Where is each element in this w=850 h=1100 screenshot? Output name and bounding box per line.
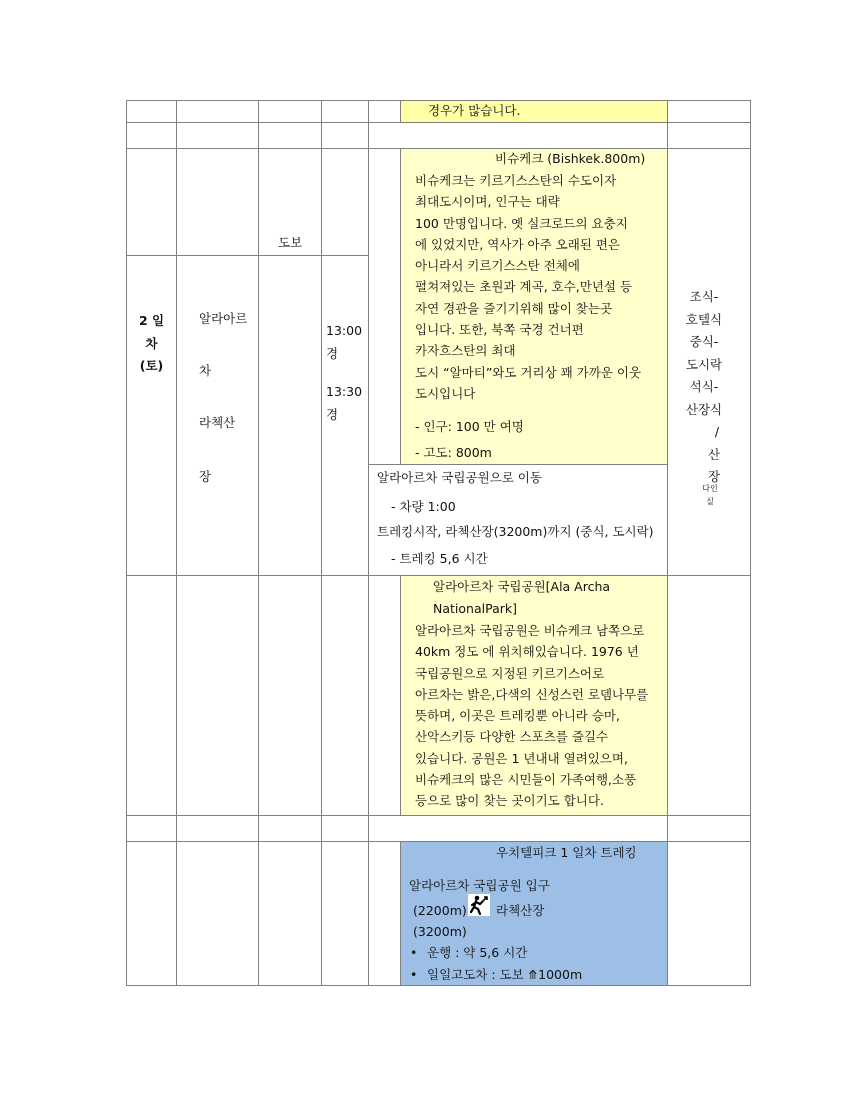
trek-start-alt: (2200m)	[413, 903, 467, 918]
notice-text: 경우가 많습니다.	[428, 103, 521, 118]
alaarcha-title-2: NationalPark]	[433, 601, 517, 616]
trek-start: 알라아르차 국립공원 입구	[409, 878, 550, 893]
meals-label: 조식- 호텔식 중식- 도시락 석식- 산장식 / 산 장	[685, 289, 723, 484]
alaarcha-title-1: 알라아르차 국립공원[Ala Archa	[433, 579, 611, 594]
bullet-icon: •	[410, 945, 418, 960]
alaarcha-description: 알라아르차 국립공원은 비슈케크 남쪽으로 40km 정도 에 위치해있습니다. 1976 년 국립공원으로 지정된 키르기스어로 아르차는 밝은,다색의 신성스런 로뎀나무를 뜻하며, 이곳은 트레킹뿐 아니라 승마, 산악스키등 다양한 스포츠를 즐길수 있습니다. 공원은 1 년내내 열려있으며, 비슈케크의 많은 시민들이 가족여행,소풍 등으로 많이 찾는 곳이기도 합니다.	[415, 623, 649, 809]
meals-note: 다인 실	[702, 484, 718, 506]
move-line-4: - 트레킹 5,6 시간	[391, 551, 488, 566]
day-label: 2 일 차 (토)	[138, 313, 165, 373]
hiker-icon	[468, 894, 490, 916]
trek-title: 우치텔피크 1 일차 트레킹	[496, 845, 637, 860]
bishkek-altitude: - 고도: 800m	[415, 445, 492, 460]
bishkek-description: 비슈케크는 키르기스스탄의 수도이자 최대도시이며, 인구는 대략 100 만명입니다. 옛 실크로드의 요충지 에 있었지만, 역사가 아주 오래된 편은 아니라서 키르기스스탄 전체에 펼쳐져있는 초원과 계곡, 호수,만년설 등 자연 경관을 즐기기위해 많이 찾는곳 입니다. 또한, 북쪽 국경 건너편 카자흐스탄의 최대 도시 “알마티”와도 거리상 꽤 가까운 이웃 도시입니다	[415, 173, 642, 401]
move-line-1: 알라아르차 국립공원으로 이동	[377, 470, 542, 485]
trek-bullet-1: 운행 : 약 5,6 시간	[427, 945, 528, 960]
trek-end-alt: (3200m)	[413, 924, 467, 939]
move-line-3: 트레킹시작, 라첵산장(3200m)까지 (중식, 도시락)	[377, 524, 654, 539]
transport-label: 도보	[278, 235, 303, 250]
trek-end: 라첵산장	[496, 903, 545, 918]
bullet-icon: •	[410, 967, 418, 982]
bishkek-population: - 인구: 100 만 여명	[415, 419, 524, 434]
trek-bullet-2: 일일고도차 : 도보 ⤊1000m	[427, 967, 583, 982]
move-line-2: - 차량 1:00	[391, 499, 456, 514]
bishkek-title: 비슈케크 (Bishkek.800m)	[495, 151, 646, 166]
